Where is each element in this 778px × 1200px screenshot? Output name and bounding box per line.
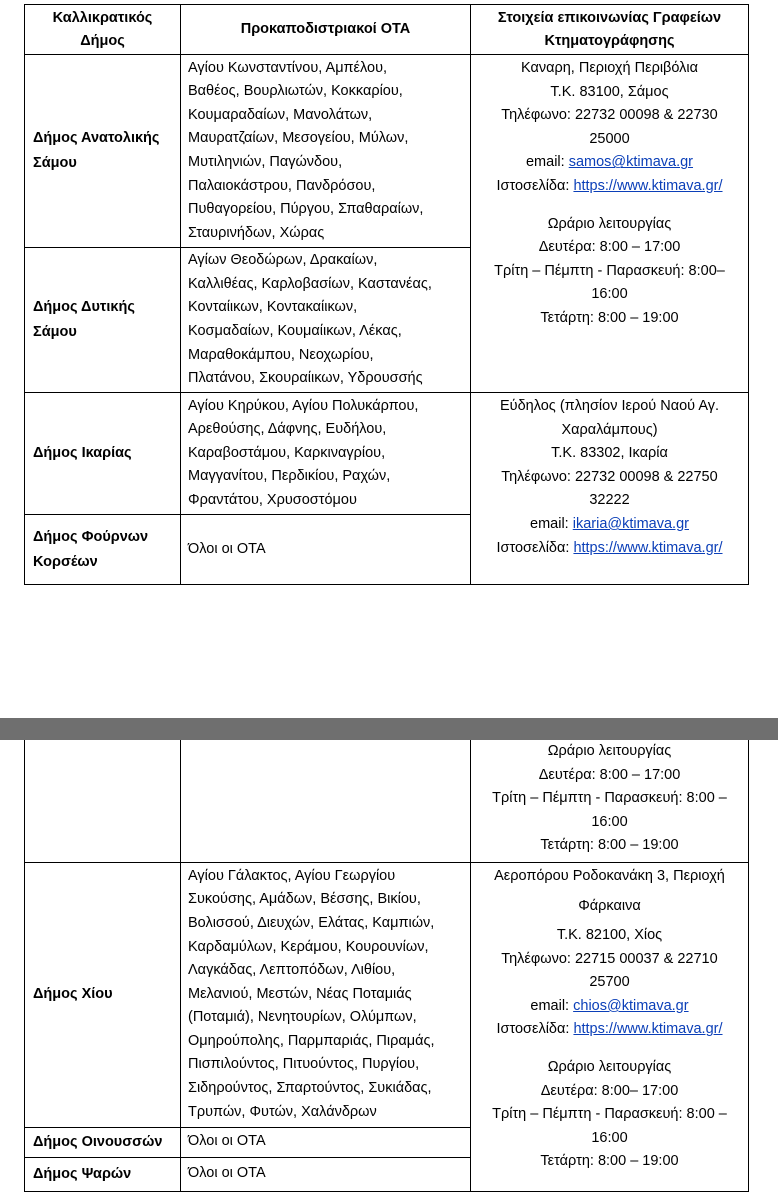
municipality-cell: Δήμος Οινουσσών: [25, 1127, 181, 1157]
municipality-cell: Δήμος Ψαρών: [25, 1157, 181, 1191]
municipality-cell: Δήμος Ικαρίας: [25, 393, 181, 515]
ota-cell: Αγίου Γάλακτος, Αγίου Γεωργίου Συκούσης, Αμάδων, Βέσσης, Βικίου, Βολισσού, Διευχών, Ελάτας, Καμπιών, Καρδαμύλων, Κεράμου, Κουρουνίων, Λαγκάδας, Λεπτοπόδων, Λιθίου, Μελανιού, Μεστών, Νέας Ποταμιάς (Ποταμιά), Νενητουρίων, Ολύμπων, Ομηρούπολης, Παρμπαριάς, Πιραμάς, Πισπιλούντος, Πιτυούντος, Πυργίου, Σιδηρούντος, Σπαρτούντος, Συκιάδας, Τρυπών, Φυτών, Χαλάνδρων: [181, 862, 471, 1127]
website-link[interactable]: https://www.ktimava.gr/: [573, 539, 723, 556]
municipality-cell: Δήμος Δυτικής Σάμου: [25, 248, 181, 393]
email-link[interactable]: ikaria@ktimava.gr: [572, 515, 689, 532]
table-row: [25, 862, 749, 1127]
header-contact: Στοιχεία επικοινωνίας Γραφείων Κτηματογράφησης: [471, 5, 749, 55]
website-link[interactable]: https://www.ktimava.gr/: [573, 177, 723, 194]
document-page-2: [0, 740, 778, 1200]
municipality-cell: Δήμος Χίου: [25, 862, 181, 1127]
header-municipality: Καλλικρατικός Δήμος: [25, 5, 181, 55]
table-row: [25, 393, 749, 515]
table-row-continued: [25, 740, 749, 862]
contact-cell-chios: Αεροπόρου Ροδοκανάκη 3, Περιοχή Φάρκαινα Τ.Κ. 82100, Χίος Τηλέφωνο: 22715 00037 & 22710 25700 email: chios@ktimava.gr Ιστοσελίδα: https://www.ktimava.gr/ Ωράριο λειτουργίας Δευτέρα: 8:00– 17:00 Τρίτη – Πέμπτη - Παρασκευή: 8:00 – 16:00 Τετάρτη: 8:00 – 19:00: [471, 862, 749, 1191]
email-link[interactable]: chios@ktimava.gr: [573, 997, 689, 1014]
email-link[interactable]: samos@ktimava.gr: [568, 154, 694, 171]
ota-cell: Αγίων Θεοδώρων, Δρακαίων, Καλλιθέας, Καρλοβασίων, Καστανέας, Κονταίικων, Κοντακαίικων, Κοσμαδαίων, Κουμαίικων, Λέκας, Μαραθοκάμπου, Νεοχωρίου, Πλατάνου, Σκουραίικων, Υδρουσσής: [181, 248, 471, 393]
municipality-cell: [25, 740, 181, 862]
table-header-row: [25, 5, 749, 55]
ota-cell: Αγίου Κωνσταντίνου, Αμπέλου, Βαθέος, Βουρλιωτών, Κοκκαρίου, Κουμαραδαίων, Μανολάτων, Μαυρατζαίων, Μεσογείου, Μύλων, Μυτιληνιών, Παγώνδου, Παλαιοκάστρου, Πανδρόσου, Πυθαγορείου, Πύργου, Σπαθαραίων, Σταυρινήδων, Χώρας: [181, 55, 471, 248]
contact-cell-ikaria: Εύδηλος (πλησίον Ιερού Ναού Αγ. Χαραλάμπους) Τ.Κ. 83302, Ικαρία Τηλέφωνο: 22732 00098 & 22750 32222 email: ikaria@ktimava.gr Ιστοσελίδα: https://www.ktimava.gr/: [471, 393, 749, 585]
ota-cell: Όλοι οι ΟΤΑ: [181, 1157, 471, 1191]
cadastre-offices-table: [24, 4, 749, 585]
municipality-cell: Δήμος Φούρνων Κορσέων: [25, 515, 181, 585]
header-ota: Προκαποδιστριακοί ΟΤΑ: [181, 5, 471, 55]
ota-cell: Όλοι οι ΟΤΑ: [181, 515, 471, 585]
contact-cell-continued: Ωράριο λειτουργίας Δευτέρα: 8:00 – 17:00 Τρίτη – Πέμπτη - Παρασκευή: 8:00 – 16:00 Τετάρτη: 8:00 – 19:00: [471, 740, 749, 862]
municipality-cell: Δήμος Ανατολικής Σάμου: [25, 55, 181, 248]
contact-cell-samos: Καναρη, Περιοχή Περιβόλια Τ.Κ. 83100, Σάμος Τηλέφωνο: 22732 00098 & 22730 25000 email: samos@ktimava.gr Ιστοσελίδα: https://www.ktimava.gr/ Ωράριο λειτουργίας Δευτέρα: 8:00 – 17:00 Τρίτη – Πέμπτη - Παρασκευή: 8:00– 16:00 Τετάρτη: 8:00 – 19:00: [471, 55, 749, 393]
table-row: [25, 55, 749, 248]
ota-cell: Αγίου Κηρύκου, Αγίου Πολυκάρπου, Αρεθούσης, Δάφνης, Ευδήλου, Καραβοστάμου, Καρκιναγρίου, Μαγγανίτου, Περδικίου, Ραχών, Φραντάτου, Χρυσοστόμου: [181, 393, 471, 515]
website-link[interactable]: https://www.ktimava.gr/: [573, 1021, 723, 1038]
page-separator: [0, 718, 778, 740]
ota-cell: [181, 740, 471, 862]
ota-cell: Όλοι οι ΟΤΑ: [181, 1127, 471, 1157]
cadastre-offices-table-continued: [24, 740, 749, 1192]
